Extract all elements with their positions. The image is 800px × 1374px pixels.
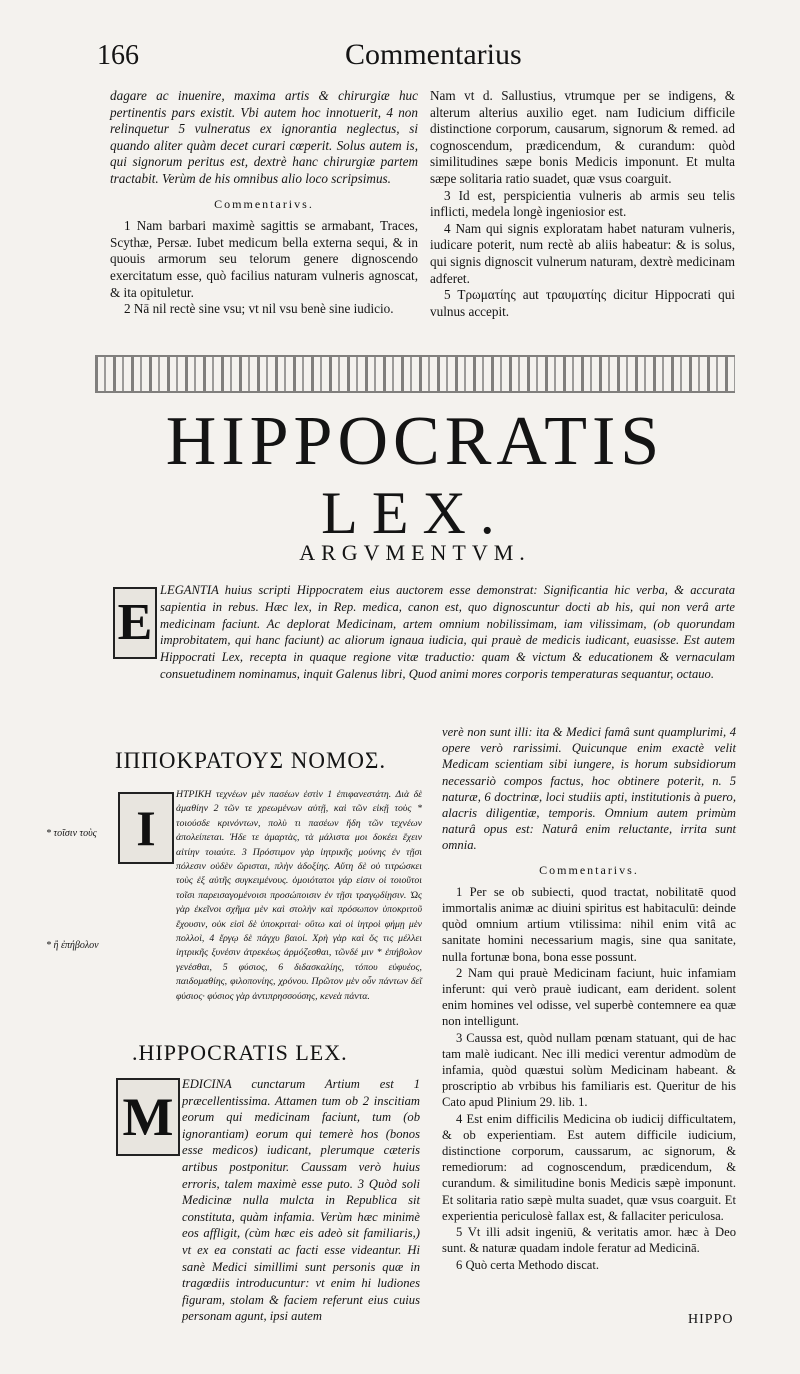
body-text: dagare ac inuenire, maxima artis & chirurgiæ huc pertinentis pars existit. Vbi autem hoc innotuerit, 4 non relinquetur 5 vulneratus ex ignorantia neglectus, si quando aliter quàm decet curari cœperit. Solus autem is, qui signorum peritus est, dextrè hanc chirurgiæ partem tractabit. Verùm de his omnibus alio loco scripsimus. [110, 88, 418, 186]
commentary-note: 2 Nā nil rectè sine vsu; vt nil vsu benè sine iudicio. [124, 301, 394, 317]
argument-text: LEGANTIA huius scripti Hippocratem eius auctorem esse demonstrat: Significantia hic verba, & accurata sapientia in rebus. Hæc lex, in Rep. medica, canon est, quo dignoscuntur docti ab his, qui non verâ arte medicinam faciunt. Ac deplorat Medicinam, artem omnium nobilissimam, iam vilissimam, (ob quorundam improbitatem, qui hanc faciunt) ac aliorum ignaua iudicia, qui prauè de medicis iudicant, euasisse. Est autem Hippocrati Lex, recepta in quaque regione vitæ traductio: quam & victum & educationem & vernaculam consuetudinem nominamus, inquit Galenus libri, Quod animi mores corporis temperaturas sequantur, octauo. [160, 583, 735, 681]
commentary-note: 1 Nam barbari maximè sagittis se armabant, Traces, Scythæ, Persæ. Iubet medicum bella externa sequi, & in quouis armorum seu telorum genere dignoscendo exercitatum esse, quò facilius naturam vulneris agnoscat, & ita opituletur. [110, 218, 418, 300]
commentary-note: 4 Est enim difficilis Medicina ob iudicij difficultatem, & ob experientiam. Est autem difficile iudicium, distinctione corporum, caussarum, ac signorum, & remediorum: ad cognoscendum, prædicendum, & curandum. & similitudine bonis Medicis sæpè imponunt. Et solitaria ratio sæpè multa suadet, quæ vsus coarguit. Et experientia periculosè fallax est, & fallaciter periculosa. [442, 1111, 736, 1223]
margin-note: * τοῖσιν τοὺς [46, 828, 97, 839]
commentary-note: 6 Quò certa Methodo discat. [456, 1257, 600, 1272]
commentary-note: 3 Id est, perspicientia vulneris ab armis seu telis inflicti, medela longè ingeniosior est. [430, 187, 735, 220]
commentary-heading: Commentarivs. [539, 862, 639, 877]
latin-text: EDICINA cunctarum Artium est 1 præcellentissima. Attamen tum ob 2 inscitiam eorum qui medicinam faciunt, tum (ob ignorantiam) eorum qui temerè hos (bonos esse medicos) iudicant, plerumque cæteris artibus postponitur. Caussam verò huius erroris, talem maximè esse puto. 3 Quòd soli Medicinæ nulla mulcta in Republica sit constituta, quàm infamia. Verùm hæc minimè eos affligit, (cùm hæc eis adeò sit familiaris,) vt ex ea constati ac facti esse videantur. Hi sanè Medici simillimi sunt personis quæ in tragœdiis introducuntur: vt enim hi ludiones figuram, stolam & faciem referunt eius cuius personam agunt, ipsi autem [182, 1077, 420, 1324]
dropcap-m: M [116, 1078, 180, 1156]
commentary-note: 1 Per se ob subiecti, quod tractat, nobilitatē quod immortalis animæ ac diuini spiritus est habitaculū: deinde quòd omnium artium vtilissima: nihil enim vitâ ac sanitate homini necessarium magis, sine qua sanitate, nulla fortunæ bona, bona esse possunt. [442, 884, 736, 964]
commentary-note: 3 Caussa est, quòd nullam pœnam statuant, qui de hac tam malè iudicant. Nec illi medici verentur admodùm de infamia, quòd quæstui solùm Medicinam habeant. & proscriptio ab vrbibus his familiaris est. Queritur de his Cato apud Plinium 29. lib. 1. [442, 1030, 736, 1110]
body-text: Nam vt d. Sallustius, vtrumque per se indigens, & alterum alterius auxilio eget. nam Iudicium difficile distinctione corporum, causarum, signorum & remed. ad cognoscendum, prædicendum, & curandum: quòd similitudines sæpe bonis Medicis imponunt. Et multa sæpe solitaria ratio suadet, quæ vsus coarguit. [430, 88, 735, 186]
argument-heading: ARGVMENTVM. [299, 540, 531, 565]
commentary-heading: Commentarivs. [214, 196, 314, 211]
subtitle: LEX. [321, 480, 509, 546]
commentary-note: 5 Vt illi adsit ingeniū, & veritatis amor. hæc à Deo sunt. & naturæ quadam indole feratur ad Medicinā. [442, 1225, 736, 1256]
dropcap-e: E [113, 587, 157, 659]
latin-title: .HIPPOCRATIS LEX. [132, 1040, 348, 1065]
decorative-border [95, 355, 735, 393]
greek-title: ΙΠΠΟΚΡΑΤΟΥΣ ΝΟΜΟΣ. [115, 748, 387, 773]
dropcap-i: I [118, 792, 174, 864]
commentary-note: 2 Nam qui prauè Medicinam faciunt, huic infamiam inferunt: qui verò prauè iudicant, eam derident. solent enim homines vel odisse, vel superbè contemnere ea quæ non intelligunt. [442, 965, 736, 1029]
commentary-note: 5 Τρωματίης aut τραυματίης dicitur Hippocrati qui vulnus accepit. [430, 287, 735, 319]
commentary-note: 4 Nam qui signis exploratam habet naturam vulneris, iudicare poterit, num rectè ab aliis habeatur: & is solus, qui signis dignoscit vulnerum naturam, dextrè medicinam adferet. [430, 220, 735, 286]
catchword: HIPPO [688, 1312, 734, 1327]
page-number: 166 [97, 40, 139, 71]
top-right-column [430, 88, 735, 320]
right-column [442, 724, 736, 1273]
margin-note: * ἢ ἐπήβολον [46, 940, 99, 951]
body-text: verè non sunt illi: ita & Medici famâ sunt quamplurimi, 4 opere verò rarissimi. Quicunque enim exactè velit Medicam scientiam sibi iungere, is horum subsidiorum necessariò compos factus, hoc obtinere poterit, n. 5 naturæ, 6 doctrinæ, loci studiis apti, institutionis à puero, alacris diligentiæ, temporis. Omnium autem primùm naturâ opus est: Naturâ enim reluctante, irrita sunt omnia. [442, 725, 736, 853]
running-title: Commentarius [345, 38, 522, 71]
main-title: HIPPOCRATIS [165, 403, 665, 480]
top-left-column [110, 88, 418, 318]
greek-text: ΗΤΡΙΚΗ τεχνέων μὲν πασέων ἐστὶν 1 ἐπιφανεστάτη. Διὰ δὲ ἀμαθίην 2 τῶν τε χρεωμένων αὐτῇ, καὶ τῶν εἰκῇ τοὺς * τοιούσδε κρινόντων, πολὺ τι πασέων ἤδη τῶν τεχνέων ἀπολείπεται. Ἡδε τε ἁμαρτὰς, τὰ μάλιστα μοι δοκέει ἔχειν αἰτίην τοιαύτε. 3 Πρόστιμον γὰρ ἰητρικῆς μούνης ἐν τῇσι πόλεσιν οὐδὲν ὥρισται, πλὴν ἀδοξίης. Αὕτη δὲ οὐ τιτρώσκει τοὺς ἐξ αὐτῆς συγκειμένους. ὁμοιότατοι γάρ εἰσιν οἱ τοιοῦτοι τοῖσι παρεισαγομένοισι προσώποισιν ἐν τῇσι τραγῳδίῃσιν. Ὡς γὰρ ἐκεῖνοι σχῆμα μὲν καὶ στολὴν καὶ πρόσωπον ὑποκριτοῦ ἔχουσιν, οὐκ εἰσὶ δὲ ὑποκριταὶ· οὕτω καὶ οἱ ἰητροὶ φήμῃ μὲν πολλοὶ, 4 ἔργῳ δὲ πάγχυ βαιοί. Χρὴ γὰρ καὶ ὅς τις μέλλει ἰητρικῆς ξυνέσιν ἀτρεκέως ἁρμόζεσθαι, τῶνδέ μιν * ἐπήβολον γενέσθαι, 5 φύσιος, 6 διδασκαλίης, τόπου εὐφυέος, παιδομαθίης, φιλοπονίης, χρόνου. Πρῶτον μὲν οὖν πάντων δεῖ φύσιος· φύσιος γὰρ ἀντιπρησσούσης, κενεὰ πάντα. [176, 789, 422, 1002]
